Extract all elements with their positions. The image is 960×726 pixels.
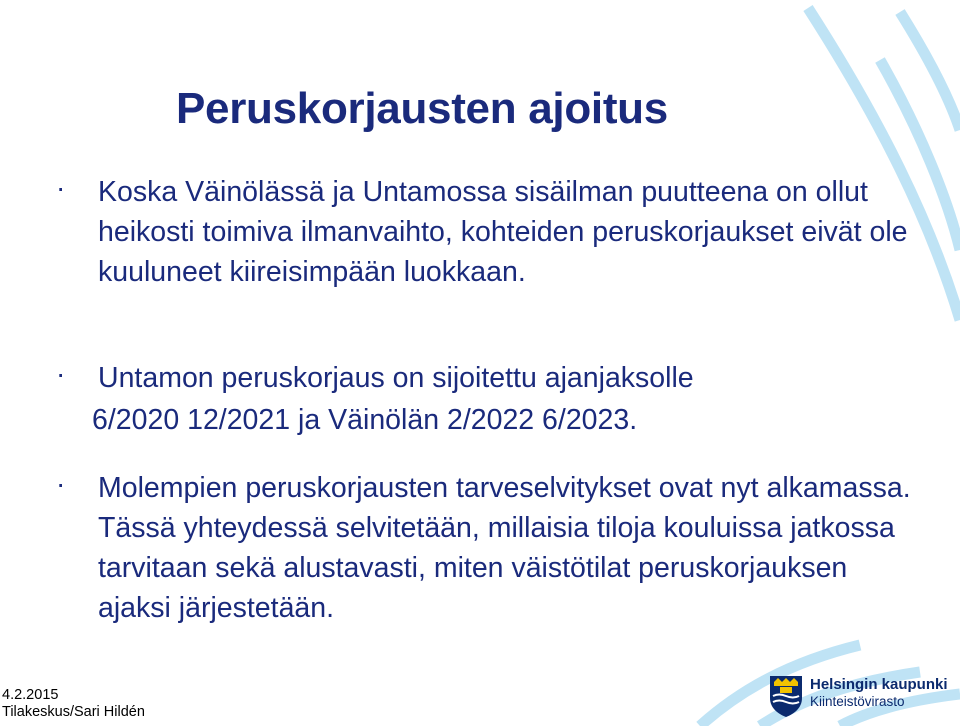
footer-author: Tilakeskus/Sari Hildén: [2, 704, 145, 720]
logo-city-name: Helsingin kaupunki: [810, 676, 948, 693]
bullet-text: Koska Väinölässä ja Untamossa sisäilman puutteena on ollut heikosti toimiva ilmanvaihto, kohteiden peruskorjaukset eivät ole kuuluneet kiireisimpään luokkaan.: [98, 176, 908, 288]
slide-title: Peruskorjausten ajoitus: [176, 84, 668, 133]
logo-department: Kiinteistövirasto: [810, 694, 905, 709]
helsinki-crest-icon: [768, 674, 804, 718]
bullet-marker: ·: [56, 468, 66, 499]
bullet-marker: ·: [56, 358, 66, 389]
footer-date: 4.2.2015: [2, 687, 59, 703]
bullet-text-continuation: 6/2020 12/2021 ja Väinölän 2/2022 6/2023.: [92, 404, 638, 436]
bullet-text: Untamon peruskorjaus on sijoitettu ajanjaksolle: [98, 362, 694, 394]
bullet-marker: ·: [56, 172, 66, 203]
city-logo: [768, 674, 958, 722]
bullet-text: Molempien peruskorjausten tarveselvitykset ovat nyt alkamassa. Tässä yhteydessä selvitetään, millaisia tiloja kouluissa jatkossa tarvitaan sekä alustavasti, miten väistötilat peruskorjauksen ajaksi järjestetään.: [98, 472, 911, 624]
